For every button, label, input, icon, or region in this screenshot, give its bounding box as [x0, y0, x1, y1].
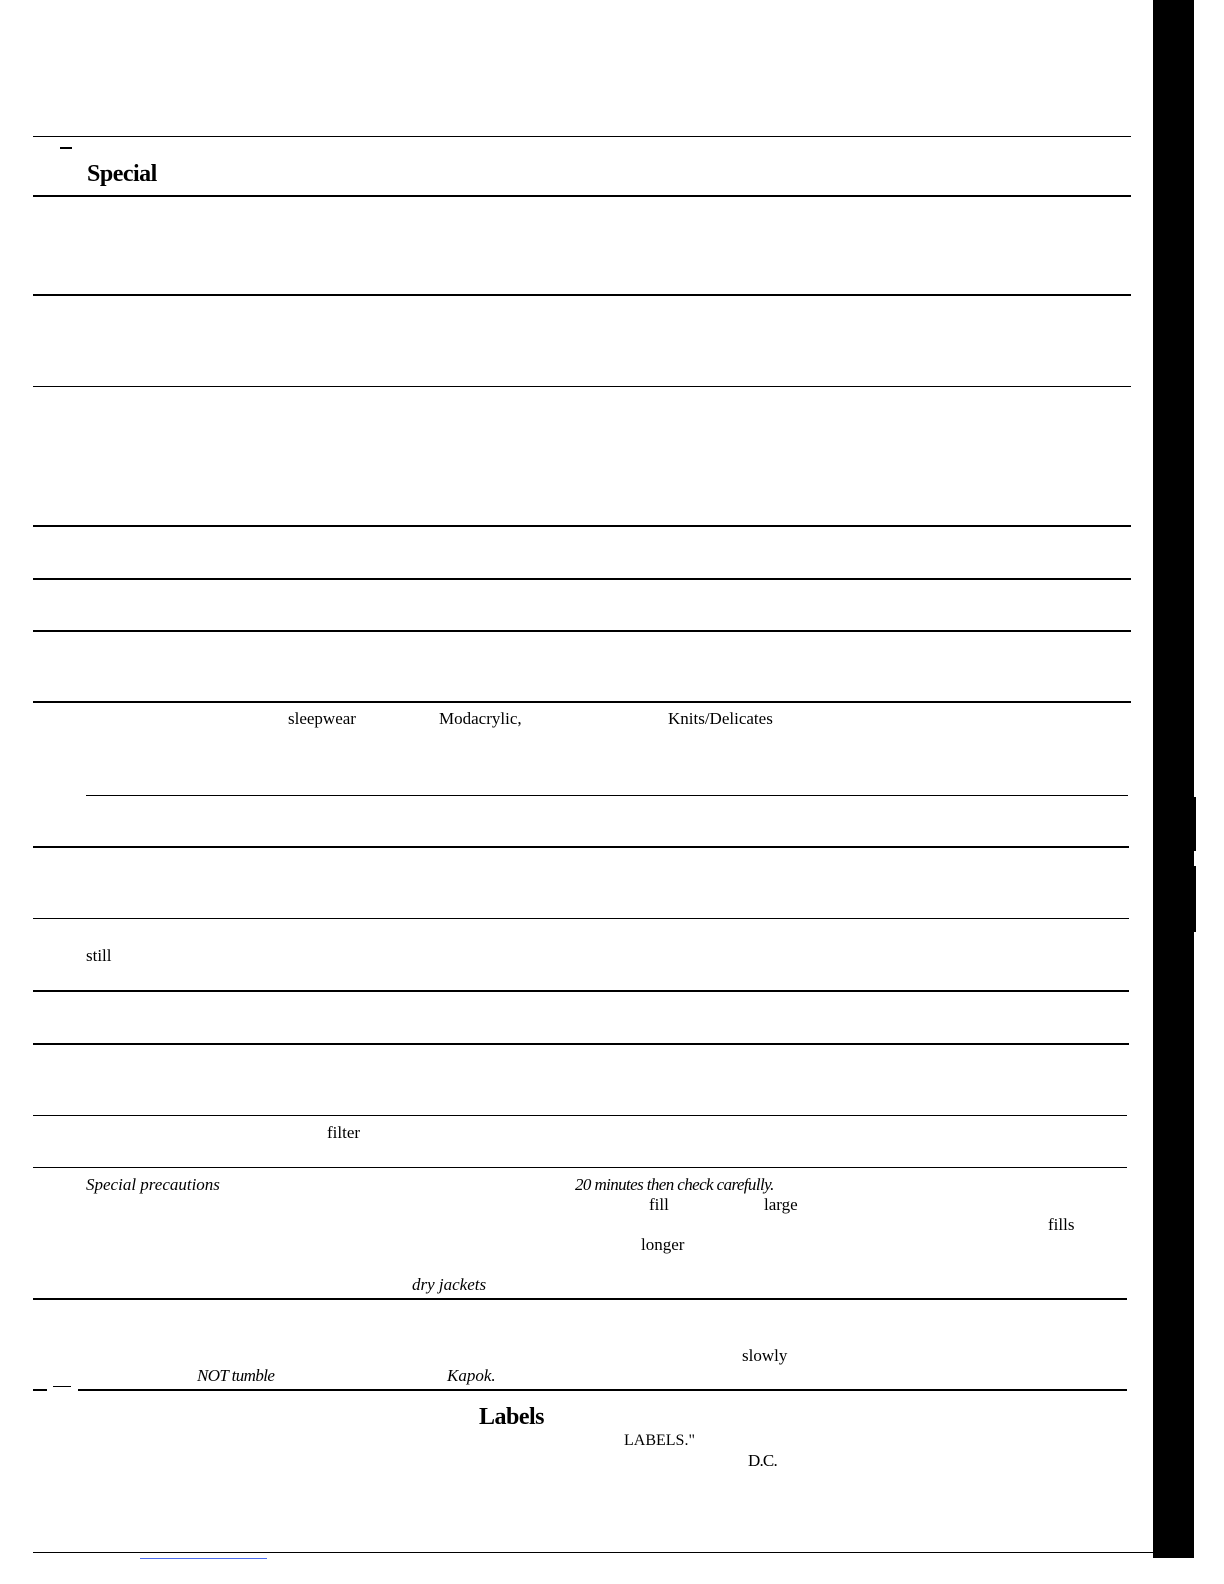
text-knits-delicates: Knits/Delicates [668, 709, 773, 728]
table-rule [33, 525, 1131, 527]
sidebar-tab-notch-upper [1188, 797, 1196, 851]
table-rule [33, 1552, 1153, 1553]
text-fill: fill [649, 1195, 669, 1214]
table-rule [33, 136, 1131, 137]
table-rule [33, 918, 1129, 919]
text-filter: filter [327, 1123, 361, 1142]
text-modacrylic: Modacrylic, [439, 709, 522, 728]
table-rule [33, 195, 1131, 197]
text-special-precautions: Special precautions [86, 1175, 220, 1194]
table-rule [33, 1298, 1127, 1300]
sidebar-tab [1153, 0, 1194, 1558]
table-rule [33, 578, 1131, 580]
margin-dash [33, 1389, 47, 1391]
table-rule [86, 795, 1128, 796]
text-dry-jackets: dry jackets [412, 1275, 487, 1294]
table-rule [33, 294, 1131, 296]
margin-dash [53, 1386, 71, 1387]
table-rule [33, 701, 1131, 703]
text-twenty-minutes: 20 minutes then check carefully. [575, 1175, 774, 1194]
text-longer: longer [641, 1235, 685, 1254]
sidebar-tab-notch-lower [1188, 866, 1196, 932]
footer-link-underline [140, 1558, 267, 1559]
text-fills: fills [1048, 1215, 1075, 1234]
text-large: large [764, 1195, 798, 1214]
text-labels-quote: LABELS." [624, 1432, 695, 1449]
text-dc: D.C. [748, 1451, 777, 1470]
table-rule [33, 846, 1129, 848]
text-slowly: slowly [742, 1346, 788, 1365]
table-rule [33, 386, 1131, 387]
text-sleepwear: sleepwear [288, 709, 356, 728]
table-rule [33, 1115, 1127, 1116]
table-rule [33, 630, 1131, 632]
labels-heading: Labels [479, 1404, 545, 1430]
table-rule [78, 1389, 1127, 1391]
text-kapok: Kapok. [447, 1366, 496, 1385]
text-still: still [86, 946, 112, 965]
section-heading: Special [87, 161, 157, 187]
corner-mark [60, 147, 72, 149]
table-rule [33, 1167, 1127, 1168]
table-rule [33, 990, 1129, 992]
table-rule [33, 1043, 1129, 1045]
text-not-tumble: NOT tumble [197, 1366, 275, 1385]
